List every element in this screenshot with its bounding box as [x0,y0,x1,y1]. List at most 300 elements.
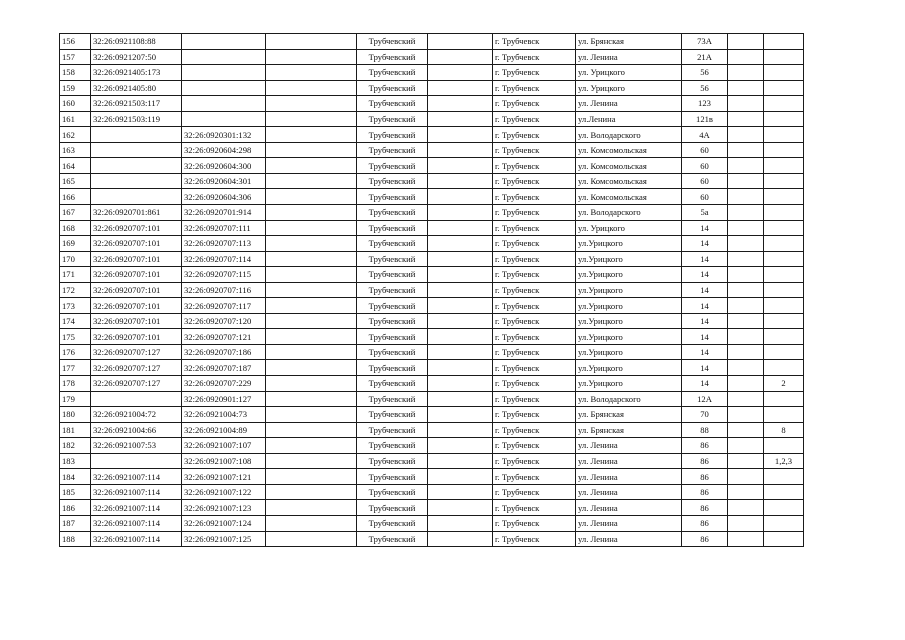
table-row [60,251,804,267]
house-number-cell: 14 [682,344,728,360]
empty-cell [428,298,493,314]
city-cell: г. Трубчевск [493,49,576,65]
empty-cell [266,236,357,252]
premise-cadastral-number-cell: 32:26:0920707:114 [182,251,266,267]
row-number-cell: 157 [60,49,91,65]
district-cell: Трубчевский [357,220,428,236]
empty-cell [266,142,357,158]
cadastral-number-cell: 32:26:0920707:101 [91,313,182,329]
note-cell [764,515,804,531]
table-row [60,376,804,392]
empty-cell [728,251,764,267]
table-row [60,267,804,283]
street-cell: ул.Урицкого [576,251,682,267]
empty-cell [728,329,764,345]
table-row [60,189,804,205]
note-cell [764,282,804,298]
row-number-cell: 168 [60,220,91,236]
table-row [60,422,804,438]
row-number-cell: 162 [60,127,91,143]
row-number-cell: 176 [60,344,91,360]
district-cell: Трубчевский [357,469,428,485]
district-cell: Трубчевский [357,80,428,96]
street-cell: ул. Ленина [576,438,682,454]
house-number-cell: 14 [682,236,728,252]
empty-cell [728,189,764,205]
empty-cell [428,407,493,423]
row-number-cell: 179 [60,391,91,407]
row-number-cell: 158 [60,65,91,81]
house-number-cell: 60 [682,189,728,205]
table-row [60,407,804,423]
registry-table [59,33,804,547]
house-number-cell: 86 [682,438,728,454]
empty-cell [428,453,493,469]
empty-cell [266,515,357,531]
empty-cell [266,96,357,112]
city-cell: г. Трубчевск [493,65,576,81]
premise-cadastral-number-cell: 32:26:0920707:121 [182,329,266,345]
row-number-cell: 172 [60,282,91,298]
city-cell: г. Трубчевск [493,96,576,112]
note-cell [764,142,804,158]
street-cell: ул.Урицкого [576,329,682,345]
empty-cell [428,515,493,531]
cadastral-number-cell [91,189,182,205]
premise-cadastral-number-cell: 32:26:0920707:111 [182,220,266,236]
empty-cell [428,531,493,547]
note-cell [764,80,804,96]
table-row [60,96,804,112]
house-number-cell: 86 [682,531,728,547]
table-row [60,142,804,158]
table-row [60,34,804,50]
city-cell: г. Трубчевск [493,422,576,438]
note-cell [764,267,804,283]
empty-cell [428,376,493,392]
row-number-cell: 159 [60,80,91,96]
empty-cell [428,267,493,283]
table-row [60,344,804,360]
district-cell: Трубчевский [357,438,428,454]
house-number-cell: 86 [682,500,728,516]
house-number-cell: 60 [682,173,728,189]
row-number-cell: 178 [60,376,91,392]
table-row [60,391,804,407]
cadastral-number-cell [91,127,182,143]
empty-cell [728,438,764,454]
empty-cell [266,422,357,438]
empty-cell [728,173,764,189]
table-row [60,80,804,96]
cadastral-number-cell [91,173,182,189]
house-number-cell: 14 [682,267,728,283]
note-cell [764,205,804,221]
cadastral-number-cell: 32:26:0920707:101 [91,236,182,252]
cadastral-number-cell: 32:26:0921207:50 [91,49,182,65]
note-cell: 1,2,3 [764,453,804,469]
empty-cell [266,127,357,143]
empty-cell [428,158,493,174]
house-number-cell: 60 [682,142,728,158]
empty-cell [266,484,357,500]
city-cell: г. Трубчевск [493,329,576,345]
house-number-cell: 60 [682,158,728,174]
premise-cadastral-number-cell: 32:26:0920707:187 [182,360,266,376]
street-cell: ул. Брянская [576,422,682,438]
house-number-cell: 4А [682,127,728,143]
district-cell: Трубчевский [357,344,428,360]
street-cell: ул.Урицкого [576,267,682,283]
street-cell: ул. Комсомольская [576,142,682,158]
row-number-cell: 173 [60,298,91,314]
empty-cell [728,267,764,283]
empty-cell [728,298,764,314]
district-cell: Трубчевский [357,158,428,174]
empty-cell [266,469,357,485]
row-number-cell: 180 [60,407,91,423]
street-cell: ул. Брянская [576,34,682,50]
city-cell: г. Трубчевск [493,484,576,500]
premise-cadastral-number-cell: 32:26:0920701:914 [182,205,266,221]
row-number-cell: 167 [60,205,91,221]
empty-cell [728,96,764,112]
note-cell [764,344,804,360]
empty-cell [428,34,493,50]
street-cell: ул. Ленина [576,484,682,500]
district-cell: Трубчевский [357,313,428,329]
premise-cadastral-number-cell: 32:26:0920901:127 [182,391,266,407]
district-cell: Трубчевский [357,189,428,205]
empty-cell [728,469,764,485]
note-cell [764,329,804,345]
house-number-cell: 56 [682,80,728,96]
district-cell: Трубчевский [357,251,428,267]
table-row [60,360,804,376]
street-cell: ул.Урицкого [576,313,682,329]
cadastral-number-cell: 32:26:0920707:101 [91,329,182,345]
district-cell: Трубчевский [357,360,428,376]
empty-cell [266,313,357,329]
cadastral-number-cell: 32:26:0921503:119 [91,111,182,127]
table-row [60,65,804,81]
empty-cell [266,500,357,516]
empty-cell [266,344,357,360]
cadastral-number-cell: 32:26:0920707:127 [91,376,182,392]
empty-cell [266,49,357,65]
cadastral-number-cell: 32:26:0920707:101 [91,220,182,236]
city-cell: г. Трубчевск [493,469,576,485]
empty-cell [428,438,493,454]
cadastral-number-cell: 32:26:0921405:173 [91,65,182,81]
table-row [60,531,804,547]
row-number-cell: 156 [60,34,91,50]
empty-cell [728,313,764,329]
district-cell: Трубчевский [357,329,428,345]
empty-cell [728,376,764,392]
note-cell [764,49,804,65]
empty-cell [428,111,493,127]
street-cell: ул. Ленина [576,49,682,65]
empty-cell [728,236,764,252]
table-row [60,127,804,143]
empty-cell [728,531,764,547]
premise-cadastral-number-cell: 32:26:0920604:298 [182,142,266,158]
street-cell: ул. Ленина [576,531,682,547]
row-number-cell: 181 [60,422,91,438]
district-cell: Трубчевский [357,267,428,283]
table-row [60,205,804,221]
note-cell [764,407,804,423]
street-cell: ул. Володарского [576,127,682,143]
empty-cell [266,111,357,127]
district-cell: Трубчевский [357,500,428,516]
empty-cell [728,205,764,221]
note-cell [764,173,804,189]
house-number-cell: 14 [682,313,728,329]
street-cell: ул.Урицкого [576,344,682,360]
empty-cell [266,189,357,205]
district-cell: Трубчевский [357,34,428,50]
empty-cell [728,515,764,531]
empty-cell [428,142,493,158]
city-cell: г. Трубчевск [493,158,576,174]
cadastral-number-cell: 32:26:0921007:53 [91,438,182,454]
empty-cell [266,267,357,283]
house-number-cell: 123 [682,96,728,112]
empty-cell [266,173,357,189]
row-number-cell: 183 [60,453,91,469]
street-cell: ул. Брянская [576,407,682,423]
note-cell [764,236,804,252]
district-cell: Трубчевский [357,407,428,423]
row-number-cell: 186 [60,500,91,516]
house-number-cell: 14 [682,329,728,345]
row-number-cell: 182 [60,438,91,454]
table-row [60,313,804,329]
note-cell [764,313,804,329]
empty-cell [266,282,357,298]
row-number-cell: 163 [60,142,91,158]
empty-cell [266,407,357,423]
premise-cadastral-number-cell: 32:26:0920604:300 [182,158,266,174]
city-cell: г. Трубчевск [493,376,576,392]
street-cell: ул.Урицкого [576,376,682,392]
city-cell: г. Трубчевск [493,360,576,376]
street-cell: ул. Комсомольская [576,173,682,189]
empty-cell [266,298,357,314]
table-row [60,438,804,454]
empty-cell [728,111,764,127]
district-cell: Трубчевский [357,298,428,314]
empty-cell [728,360,764,376]
empty-cell [428,251,493,267]
note-cell [764,391,804,407]
house-number-cell: 86 [682,469,728,485]
note-cell [764,531,804,547]
house-number-cell: 14 [682,298,728,314]
empty-cell [266,251,357,267]
cadastral-number-cell: 32:26:0920707:101 [91,251,182,267]
cadastral-number-cell: 32:26:0920707:101 [91,267,182,283]
note-cell [764,158,804,174]
district-cell: Трубчевский [357,173,428,189]
city-cell: г. Трубчевск [493,531,576,547]
table-row [60,282,804,298]
cadastral-number-cell [91,453,182,469]
house-number-cell: 88 [682,422,728,438]
empty-cell [266,329,357,345]
house-number-cell: 12А [682,391,728,407]
empty-cell [266,220,357,236]
row-number-cell: 166 [60,189,91,205]
empty-cell [428,360,493,376]
house-number-cell: 86 [682,453,728,469]
empty-cell [728,344,764,360]
empty-cell [428,173,493,189]
note-cell [764,34,804,50]
district-cell: Трубчевский [357,65,428,81]
street-cell: ул. Володарского [576,391,682,407]
empty-cell [428,391,493,407]
empty-cell [428,344,493,360]
empty-cell [266,438,357,454]
city-cell: г. Трубчевск [493,344,576,360]
premise-cadastral-number-cell: 32:26:0921007:125 [182,531,266,547]
cadastral-number-cell: 32:26:0921004:72 [91,407,182,423]
city-cell: г. Трубчевск [493,298,576,314]
empty-cell [428,189,493,205]
empty-cell [728,34,764,50]
house-number-cell: 70 [682,407,728,423]
empty-cell [728,158,764,174]
house-number-cell: 56 [682,65,728,81]
empty-cell [428,469,493,485]
house-number-cell: 5а [682,205,728,221]
note-cell [764,220,804,236]
cadastral-number-cell: 32:26:0920707:101 [91,282,182,298]
note-cell [764,484,804,500]
table-row [60,236,804,252]
cadastral-number-cell: 32:26:0921004:66 [91,422,182,438]
cadastral-number-cell: 32:26:0921007:114 [91,531,182,547]
premise-cadastral-number-cell [182,111,266,127]
note-cell: 8 [764,422,804,438]
city-cell: г. Трубчевск [493,251,576,267]
premise-cadastral-number-cell: 32:26:0920707:117 [182,298,266,314]
city-cell: г. Трубчевск [493,438,576,454]
street-cell: ул. Володарского [576,205,682,221]
cadastral-number-cell [91,158,182,174]
city-cell: г. Трубчевск [493,142,576,158]
cadastral-number-cell: 32:26:0921007:114 [91,484,182,500]
city-cell: г. Трубчевск [493,453,576,469]
table-row [60,158,804,174]
table-row [60,298,804,314]
premise-cadastral-number-cell: 32:26:0920707:113 [182,236,266,252]
empty-cell [428,220,493,236]
city-cell: г. Трубчевск [493,220,576,236]
row-number-cell: 165 [60,173,91,189]
city-cell: г. Трубчевск [493,313,576,329]
empty-cell [728,49,764,65]
empty-cell [428,282,493,298]
house-number-cell: 14 [682,360,728,376]
empty-cell [728,127,764,143]
empty-cell [266,65,357,81]
street-cell: ул. Комсомольская [576,158,682,174]
note-cell [764,65,804,81]
table-row [60,500,804,516]
house-number-cell: 14 [682,282,728,298]
street-cell: ул. Ленина [576,96,682,112]
cadastral-number-cell: 32:26:0921007:114 [91,515,182,531]
table-row [60,111,804,127]
row-number-cell: 185 [60,484,91,500]
house-number-cell: 73А [682,34,728,50]
city-cell: г. Трубчевск [493,236,576,252]
premise-cadastral-number-cell [182,49,266,65]
city-cell: г. Трубчевск [493,267,576,283]
row-number-cell: 177 [60,360,91,376]
district-cell: Трубчевский [357,236,428,252]
premise-cadastral-number-cell [182,65,266,81]
empty-cell [266,453,357,469]
empty-cell [428,484,493,500]
row-number-cell: 169 [60,236,91,252]
street-cell: ул.Урицкого [576,360,682,376]
empty-cell [428,80,493,96]
empty-cell [728,422,764,438]
row-number-cell: 161 [60,111,91,127]
empty-cell [728,220,764,236]
city-cell: г. Трубчевск [493,407,576,423]
district-cell: Трубчевский [357,127,428,143]
empty-cell [266,360,357,376]
empty-cell [728,80,764,96]
premise-cadastral-number-cell [182,34,266,50]
district-cell: Трубчевский [357,422,428,438]
city-cell: г. Трубчевск [493,282,576,298]
cadastral-number-cell: 32:26:0920701:861 [91,205,182,221]
city-cell: г. Трубчевск [493,111,576,127]
empty-cell [728,484,764,500]
row-number-cell: 187 [60,515,91,531]
house-number-cell: 14 [682,376,728,392]
premise-cadastral-number-cell [182,80,266,96]
district-cell: Трубчевский [357,515,428,531]
note-cell [764,127,804,143]
city-cell: г. Трубчевск [493,34,576,50]
table-row [60,453,804,469]
cadastral-number-cell: 32:26:0920707:127 [91,344,182,360]
empty-cell [428,313,493,329]
street-cell: ул. Урицкого [576,220,682,236]
district-cell: Трубчевский [357,142,428,158]
district-cell: Трубчевский [357,111,428,127]
house-number-cell: 14 [682,251,728,267]
house-number-cell: 21А [682,49,728,65]
district-cell: Трубчевский [357,282,428,298]
district-cell: Трубчевский [357,531,428,547]
cadastral-number-cell: 32:26:0921007:114 [91,469,182,485]
premise-cadastral-number-cell: 32:26:0921007:108 [182,453,266,469]
premise-cadastral-number-cell: 32:26:0921007:121 [182,469,266,485]
house-number-cell: 121в [682,111,728,127]
empty-cell [266,80,357,96]
cadastral-number-cell [91,142,182,158]
street-cell: ул.Урицкого [576,236,682,252]
